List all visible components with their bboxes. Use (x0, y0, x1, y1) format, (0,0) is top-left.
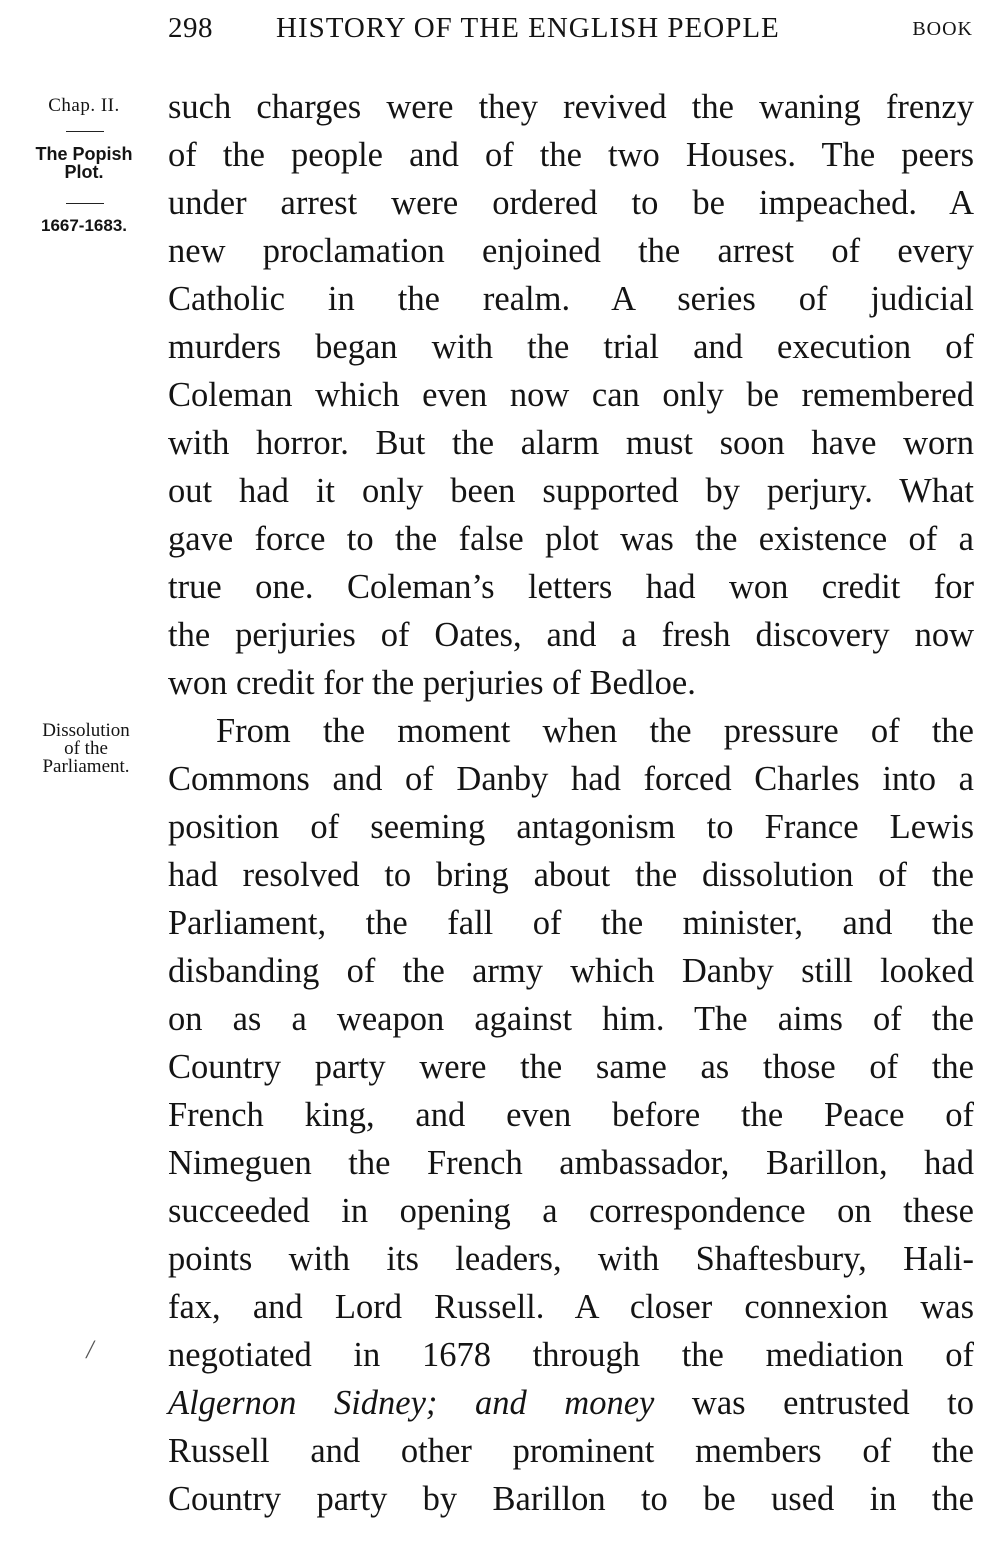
italic-phrase: Algernon Sidney; and money (168, 1384, 655, 1422)
margin-rule-top (66, 131, 104, 132)
text-line: the perjuries of Oates, and a fresh discovery now (168, 616, 974, 654)
margin-chapter (14, 96, 154, 116)
text-line: negotiated in 1678 through the mediation of (168, 1336, 974, 1374)
text-line: Country party by Barillon to be used in the (168, 1480, 974, 1518)
italic-line-rest: was entrusted to (654, 1384, 974, 1422)
margin-chapter-number: II. (100, 95, 120, 116)
text-line: under arrest were ordered to be impeached. A (168, 184, 974, 222)
text-line: Russell and other prominent members of the (168, 1432, 974, 1470)
text-line: won credit for the perjuries of Bedloe. (168, 664, 696, 702)
text-line: true one. Coleman’s letters had won credit for (168, 568, 974, 606)
text-line: on as a weapon against him. The aims of the (168, 1000, 974, 1038)
margin-dissolution-line2: of the (64, 738, 108, 759)
margin-chapter-prefix: Chap. (48, 95, 96, 116)
text-line: points with its leaders, with Shaftesbury, Hali- (168, 1240, 974, 1278)
text-line-italic (168, 1379, 974, 1427)
margin-dissolution-line3: Parliament. (42, 756, 130, 777)
text-line: Country party were the same as those of the (168, 1048, 974, 1086)
book-label: BOOK (912, 18, 973, 40)
page-number: 298 (168, 12, 213, 44)
text-line: Nimeguen the French ambassador, Barillon, had (168, 1144, 974, 1182)
text-line: Commons and of Danby had forced Charles into a (168, 760, 974, 798)
text-line: of the people and of the two Houses. The peers (168, 136, 974, 174)
text-line: Parliament, the fall of the minister, and the (168, 904, 974, 942)
text-line: disbanding of the army which Danby still looked (168, 952, 974, 990)
paragraph-1 (168, 83, 974, 707)
running-title: HISTORY OF THE ENGLISH PEOPLE (276, 12, 780, 44)
margin-topic-line2: Plot. (64, 162, 104, 182)
text-line: new proclamation enjoined the arrest of every (168, 232, 974, 270)
text-line: succeeded in opening a correspondence on these (168, 1192, 974, 1230)
margin-dates: 1667-1683. (40, 216, 128, 235)
text-line: with horror. But the alarm must soon have worn (168, 424, 974, 462)
text-line: position of seeming antagonism to France Lewis (168, 808, 974, 846)
body-text (168, 83, 974, 1523)
pencil-mark: / (86, 1335, 94, 1364)
margin-rule-bottom (66, 203, 104, 204)
margin-dissolution-line1: Dissolution (42, 720, 130, 741)
text-line: such charges were they revived the waning frenzy (168, 88, 974, 126)
text-line: had resolved to bring about the dissolution of the (168, 856, 974, 894)
running-header (168, 12, 973, 52)
text-line: gave force to the false plot was the existence of a (168, 520, 974, 558)
margin-topic (14, 145, 154, 181)
margin-dissolution (16, 722, 156, 776)
text-line: out had it only been supported by perjury. What (168, 472, 974, 510)
text-line: murders began with the trial and execution of (168, 328, 974, 366)
margin-topic-line1: The Popish (35, 144, 133, 164)
text-line: From the moment when the pressure of the (216, 712, 974, 750)
text-line: French king, and even before the Peace of (168, 1096, 974, 1134)
text-line: Catholic in the realm. A series of judicial (168, 280, 974, 318)
paragraph-2 (168, 707, 974, 1523)
text-line: fax, and Lord Russell. A closer connexion was (168, 1288, 974, 1326)
text-line: Coleman which even now can only be remembered (168, 376, 974, 414)
